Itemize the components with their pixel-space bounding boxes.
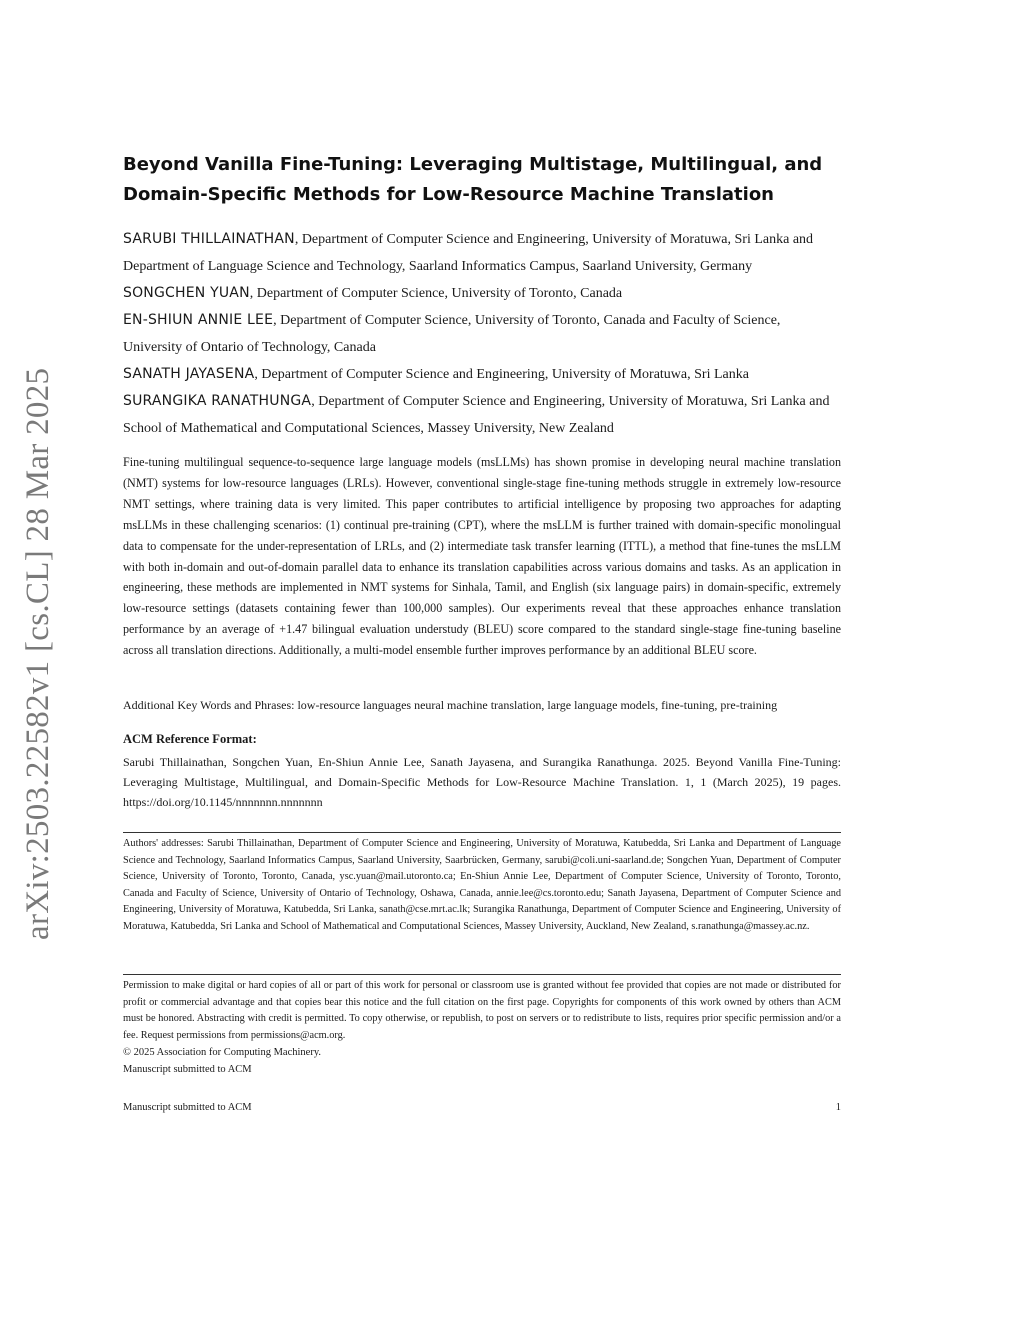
author-affiliation: , Department of Computer Science and Engineering, University of Moratuwa, Sri Lanka	[254, 367, 749, 382]
author-name: SARUBI THILLAINATHAN	[123, 231, 295, 247]
author-name: SANATH JAYASENA	[123, 366, 255, 382]
author-entry	[123, 307, 841, 361]
acm-reference-text: Sarubi Thillainathan, Songchen Yuan, En-Shiun Annie Lee, Sanath Jayasena, and Surangika Ranathunga. 2025. Beyond Vanilla Fine-Tuning: Leveraging Multistage, Multilingual, and Domain-Specific Methods for Low-Resource Machine Translation. 1, 1 (March 2025), 19 pages. https://doi.org/10.1145/nnnnnnn.nnnnnnn	[123, 755, 841, 809]
authors-addresses: Authors' addresses: Sarubi Thillainathan, Department of Computer Science and Engineering, University of Moratuwa, Katubedda, Sri Lanka and Department of Language Science and Technology, Saarland Informatics Campus, Saarland University, Saarbrücken, Germany, sarubi@coli.uni-saarland.de; Songchen Yuan, Department of Computer Science, University of Toronto, Toronto, Canada, ysc.yuan@mail.utoronto.ca; En-Shiun Annie Lee, Department of Computer Science, University of Toronto, Toronto, Canada and Faculty of Science, University of Ontario of Technology, Oshawa, Canada, annie.lee@cs.toronto.edu; Sanath Jayasena, Department of Computer Science and Engineering, University of Moratuwa, Katubedda, Sri Lanka, sanath@cse.mrt.ac.lk; Surangika Ranathunga, Department of Computer Science and Engineering, University of Moratuwa, Katubedda, Sri Lanka and School of Mathematical and Computational Sciences, Massey University, Auckland, New Zealand, s.ranathunga@massey.ac.nz.	[123, 838, 841, 932]
author-entry	[123, 361, 841, 388]
author-affiliation: , Department of Computer Science and Engineering, University of Moratuwa, Sri Lanka and Department of Language Science and Technology, Saarland Informatics Campus, Saarland University, Germany	[123, 232, 814, 274]
abstract: Fine-tuning multilingual sequence-to-sequence large language models (msLLMs) has shown promise in developing neural machine translation (NMT) systems for low-resource languages (LRLs). However, conventional single-stage fine-tuning methods struggle in extremely low-resource NMT settings, where training data is very limited. This paper contributes to artificial intelligence by proposing two approaches for adapting msLLMs in these challenging scenarios: (1) continual pre-training (CPT), where the msLLM is further trained with domain-specific monolingual data to compensate for the under-representation of LRLs, and (2) intermediate task transfer learning (ITTL), a method that fine-tunes the msLLM with both in-domain and out-of-domain parallel data to enhance its translation capabilities across various domains and tasks. As an application in engineering, these methods are implemented in NMT systems for Sinhala, Tamil, and English (six language pairs) in domain-specific, extremely low-resource settings (datasets containing fewer than 100,000 samples). Our experiments reveal that these approaches enhance translation performance by an average of +1.47 bilingual evaluation understudy (BLEU) score compared to the standard single-stage fine-tuning baseline across all translation directions. Additionally, a multi-model ensemble further improves performance by an additional BLEU score.	[123, 455, 841, 658]
divider	[123, 832, 841, 833]
keywords: Additional Key Words and Phrases: low-resource languages neural machine translation, large language models, fine-tuning, pre-training	[123, 698, 778, 712]
author-affiliation: , Department of Computer Science, University of Toronto, Canada and Faculty of Science, University of Ontario of Technology, Canada	[123, 313, 781, 355]
author-entry	[123, 388, 841, 442]
arxiv-identifier-stamp: arXiv:2503.22582v1 [cs.CL] 28 Mar 2025	[20, 367, 56, 940]
author-name: SURANGIKA RANATHUNGA	[123, 393, 312, 409]
author-entry	[123, 226, 841, 280]
page-footer	[123, 1102, 841, 1113]
author-list	[123, 226, 841, 442]
manuscript-note: Manuscript submitted to ACM	[123, 1064, 252, 1075]
divider	[123, 974, 841, 975]
author-affiliation: , Department of Computer Science, University of Toronto, Canada	[249, 286, 623, 301]
page-number: 1	[835, 1102, 841, 1113]
author-name: SONGCHEN YUAN	[123, 285, 250, 301]
acm-reference-heading: ACM Reference Format:	[123, 732, 257, 746]
copyright-line: © 2025 Association for Computing Machinery.	[123, 1047, 322, 1058]
footer-label: Manuscript submitted to ACM	[123, 1102, 252, 1113]
author-name: EN-SHIUN ANNIE LEE	[123, 312, 274, 328]
permission-notice: Permission to make digital or hard copies of all or part of this work for personal or classroom use is granted without fee provided that copies are not made or distributed for profit or commercial advantage and that copies bear this notice and the full citation on the first page. Copyrights for components of this work owned by others than ACM must be honored. Abstracting with credit is permitted. To copy otherwise, or republish, to post on servers or to redistribute to lists, requires prior specific permission and/or a fee. Request permissions from permissions@acm.org.	[123, 980, 841, 1042]
author-affiliation: , Department of Computer Science and Engineering, University of Moratuwa, Sri Lanka and School of Mathematical and Computational Sciences, Massey University, New Zealand	[123, 394, 830, 436]
paper-title: Beyond Vanilla Fine-Tuning: Leveraging Multistage, Multilingual, and Domain-Specific Methods for Low-Resource Machine Translation	[123, 154, 823, 205]
author-entry	[123, 280, 841, 307]
